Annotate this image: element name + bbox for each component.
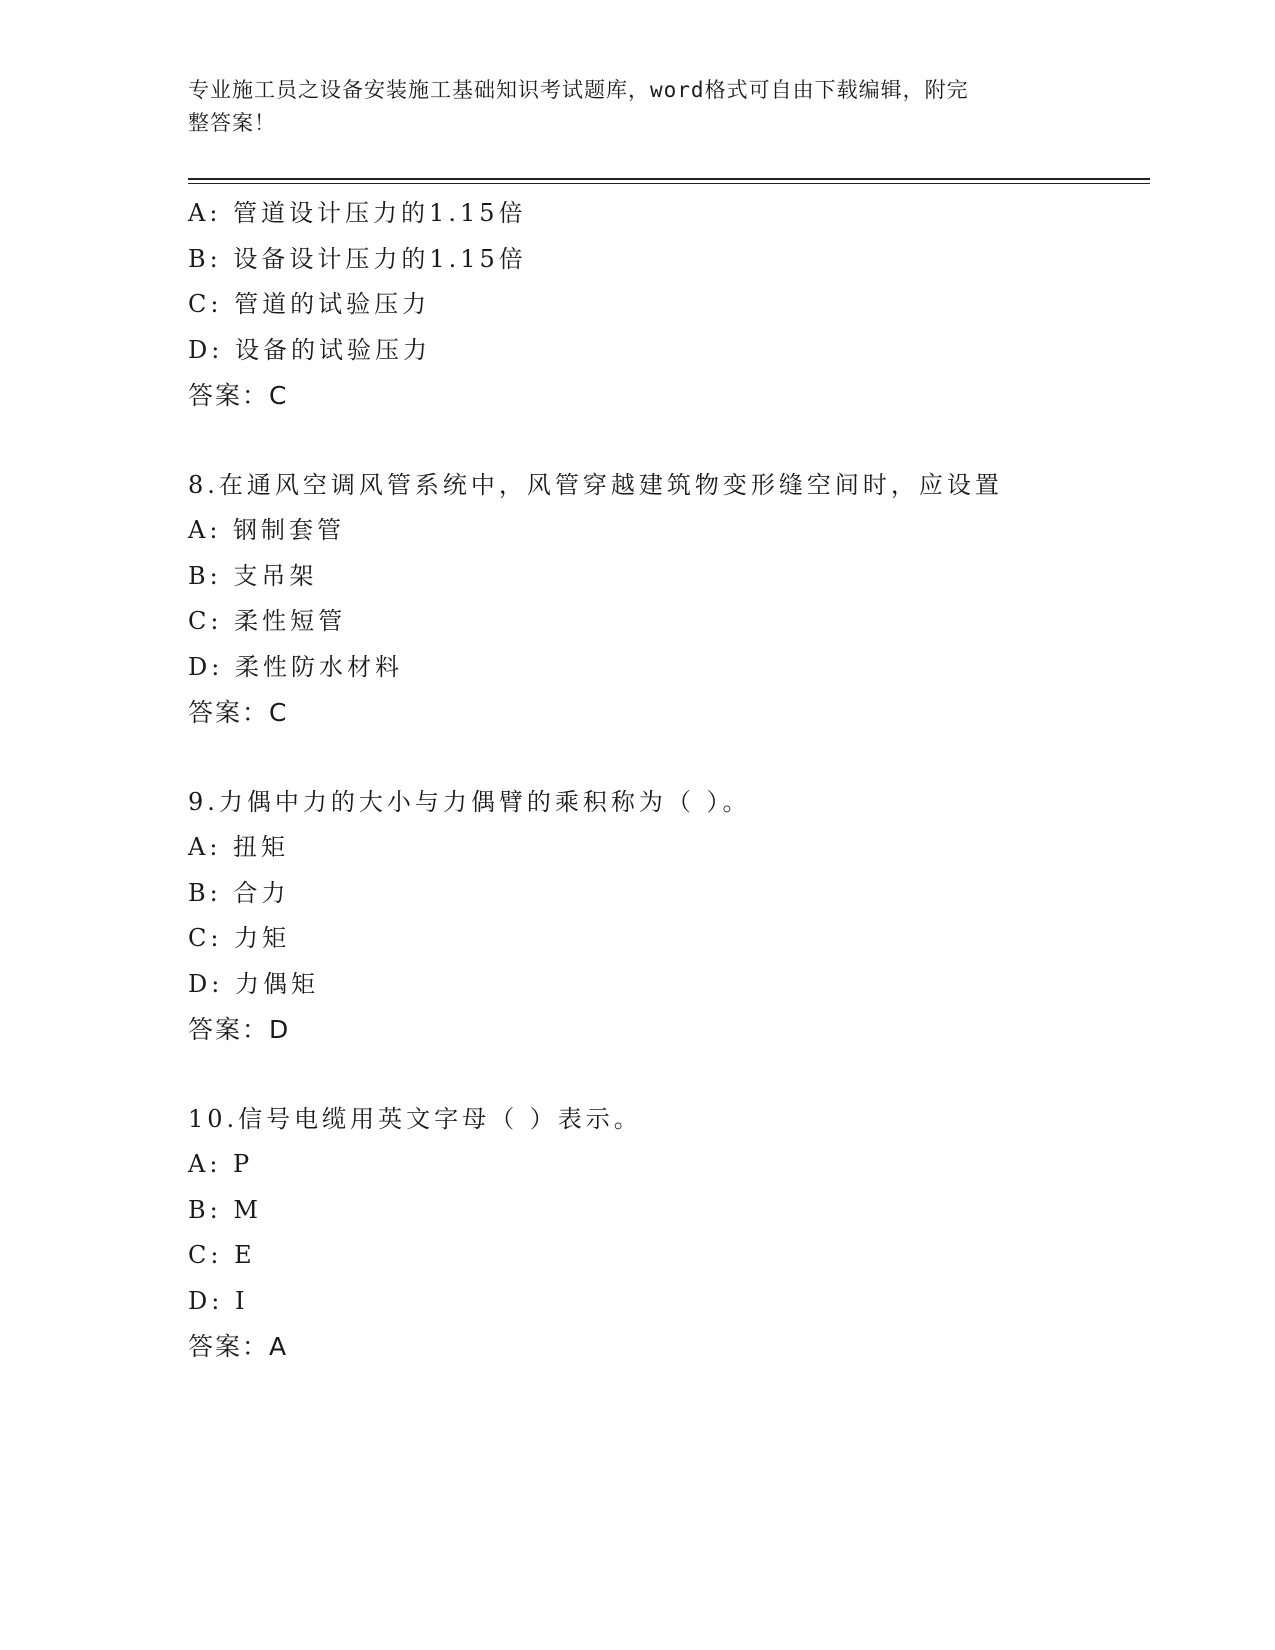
block-spacer bbox=[188, 736, 1148, 780]
option-b: B: 支吊架 bbox=[188, 561, 318, 590]
option-d: D: 力偶矩 bbox=[188, 969, 319, 998]
answer-line: 答案：C bbox=[188, 698, 289, 727]
option-a: A: P bbox=[188, 1150, 254, 1178]
option-c: C: 柔性短管 bbox=[188, 607, 347, 635]
question-text: 9.力偶中力的大小与力偶臂的乘积称为（ ）。 bbox=[188, 787, 751, 816]
option-b: B: 设备设计压力的1.15倍 bbox=[188, 244, 527, 273]
answer-line: 答案：C bbox=[188, 381, 289, 410]
question-block-9 bbox=[188, 780, 1148, 1053]
question-text: 8.在通风空调风管系统中，风管穿越建筑物变形缝空间时，应设置 bbox=[188, 470, 1003, 499]
header-line-1: 专业施工员之设备安装施工基础知识考试题库，word格式可自由下载编辑，附完 bbox=[188, 78, 969, 102]
question-block-8 bbox=[188, 463, 1148, 736]
question-block-7 bbox=[188, 191, 1148, 419]
question-list bbox=[188, 191, 1148, 1370]
header-divider-thick bbox=[188, 178, 1150, 180]
answer-line: 答案：A bbox=[188, 1332, 289, 1361]
option-b: B: M bbox=[188, 1195, 262, 1224]
header-divider-thin bbox=[188, 183, 1150, 184]
option-d: D: I bbox=[188, 1286, 249, 1315]
option-d: D: 设备的试验压力 bbox=[188, 335, 431, 364]
document-header bbox=[188, 74, 1068, 140]
option-b: B: 合力 bbox=[188, 878, 290, 907]
block-spacer bbox=[188, 1053, 1148, 1097]
option-a: A: 管道设计压力的1.15倍 bbox=[188, 199, 527, 227]
answer-line: 答案：D bbox=[188, 1015, 291, 1044]
option-a: A: 钢制套管 bbox=[188, 516, 346, 544]
option-c: C: 力矩 bbox=[188, 924, 291, 952]
header-line-2: 整答案！ bbox=[188, 111, 276, 135]
question-text: 10.信号电缆用英文字母（ ）表示。 bbox=[188, 1104, 642, 1133]
option-c: C: 管道的试验压力 bbox=[188, 290, 431, 318]
option-c: C: E bbox=[188, 1241, 256, 1269]
option-a: A: 扭矩 bbox=[188, 833, 290, 861]
block-spacer bbox=[188, 419, 1148, 463]
option-d: D: 柔性防水材料 bbox=[188, 652, 403, 681]
question-block-10 bbox=[188, 1097, 1148, 1370]
